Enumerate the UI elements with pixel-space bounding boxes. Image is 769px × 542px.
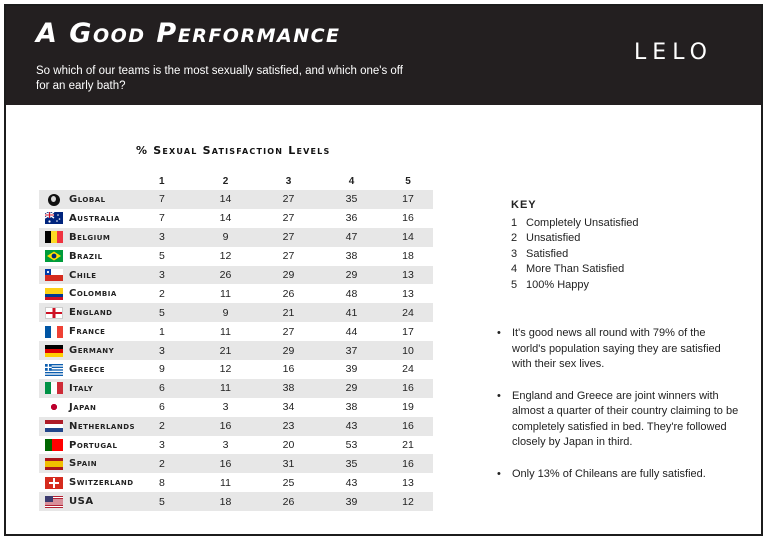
brand-logo: LELO (634, 40, 713, 65)
value-cell-3: 27 (257, 228, 320, 247)
value-cell-3: 21 (257, 303, 320, 322)
table-row (39, 360, 433, 379)
spain-flag-icon (45, 458, 63, 470)
value-cell-2: 16 (194, 454, 257, 473)
key-number: 2 (511, 232, 518, 244)
value-cell-5: 24 (383, 303, 433, 322)
table-row (39, 379, 433, 398)
value-cell-5: 10 (383, 341, 433, 360)
italy-flag-icon (45, 382, 63, 394)
value-cell-5: 21 (383, 436, 433, 455)
value-cell-3: 27 (257, 209, 320, 228)
table-header-row (39, 172, 433, 190)
value-cell-5: 17 (383, 190, 433, 209)
column-header-1: 1 (159, 175, 165, 187)
value-cell-2: 11 (194, 379, 257, 398)
flag-cell (39, 228, 69, 247)
value-cell-4: 38 (320, 247, 383, 266)
country-name: Italy (69, 379, 159, 398)
value-cell-4: 41 (320, 303, 383, 322)
value-cell-4: 29 (320, 266, 383, 285)
value-cell-4: 39 (320, 492, 383, 511)
chile-flag-icon (45, 269, 63, 281)
key-label: Completely Unsatisfied (526, 216, 639, 229)
value-cell-2: 3 (194, 398, 257, 417)
value-cell-3: 16 (257, 360, 320, 379)
table-row (39, 436, 433, 455)
table-row (39, 247, 433, 266)
value-cell-3: 26 (257, 492, 320, 511)
belgium-flag-icon (45, 231, 63, 243)
value-cell-1: 2 (159, 284, 194, 303)
value-cell-2: 14 (194, 209, 257, 228)
table-row (39, 398, 433, 417)
column-header-4: 4 (348, 175, 355, 187)
france-flag-icon (45, 326, 63, 338)
value-cell-5: 13 (383, 473, 433, 492)
value-cell-3: 20 (257, 436, 320, 455)
value-cell-3: 29 (257, 266, 320, 285)
table-row (39, 228, 433, 247)
value-cell-4: 53 (320, 436, 383, 455)
country-name: Greece (69, 360, 159, 379)
page-title: A Good Performance (36, 18, 341, 49)
value-cell-5: 16 (383, 379, 433, 398)
key-title: KEY (511, 199, 537, 211)
globe-flag-icon (48, 194, 60, 206)
value-cell-3: 25 (257, 473, 320, 492)
flag-cell (39, 303, 69, 322)
value-cell-2: 14 (194, 190, 257, 209)
value-cell-1: 3 (159, 266, 194, 285)
value-cell-3: 29 (257, 341, 320, 360)
flag-cell (39, 492, 69, 511)
table-row (39, 284, 433, 303)
country-name: Australia (69, 209, 159, 228)
flag-cell (39, 454, 69, 473)
flag-cell (39, 436, 69, 455)
value-cell-1: 6 (159, 379, 194, 398)
value-cell-1: 9 (159, 360, 194, 379)
value-cell-2: 21 (194, 341, 257, 360)
value-cell-2: 3 (194, 436, 257, 455)
value-cell-2: 18 (194, 492, 257, 511)
key-label: 100% Happy (526, 278, 589, 291)
table-row (39, 454, 433, 473)
table-title: % Sexual Satisfaction Levels (136, 144, 331, 157)
value-cell-5: 16 (383, 209, 433, 228)
value-cell-2: 9 (194, 228, 257, 247)
colombia-flag-icon (45, 288, 63, 300)
country-name: Chile (69, 266, 159, 285)
value-cell-3: 26 (257, 284, 320, 303)
value-cell-1: 7 (159, 209, 194, 228)
country-name: Brazil (69, 247, 159, 266)
table-row (39, 190, 433, 209)
table-row (39, 492, 433, 511)
infographic-frame (4, 4, 763, 536)
value-cell-1: 5 (159, 247, 194, 266)
value-cell-2: 16 (194, 417, 257, 436)
portugal-flag-icon (45, 439, 63, 451)
value-cell-1: 8 (159, 473, 194, 492)
value-cell-2: 11 (194, 473, 257, 492)
value-cell-3: 27 (257, 322, 320, 341)
table-row (39, 417, 433, 436)
value-cell-1: 6 (159, 398, 194, 417)
brazil-flag-icon (45, 250, 63, 262)
flag-cell (39, 341, 69, 360)
header-name-cell (69, 172, 159, 190)
value-cell-3: 34 (257, 398, 320, 417)
value-cell-3: 23 (257, 417, 320, 436)
column-header-2: 2 (222, 175, 229, 187)
switzerland-flag-icon (45, 477, 63, 489)
country-name: Netherlands (69, 417, 159, 436)
value-cell-3: 31 (257, 454, 320, 473)
value-cell-4: 48 (320, 284, 383, 303)
value-cell-4: 38 (320, 398, 383, 417)
key-item (511, 216, 639, 232)
header-flag-cell (39, 172, 69, 190)
flag-cell (39, 284, 69, 303)
value-cell-2: 26 (194, 266, 257, 285)
flag-cell (39, 322, 69, 341)
england-flag-icon (45, 307, 63, 319)
table-row (39, 303, 433, 322)
value-cell-3: 27 (257, 247, 320, 266)
value-cell-1: 1 (159, 322, 194, 341)
key-number: 1 (511, 216, 518, 229)
value-cell-1: 5 (159, 303, 194, 322)
note-item: • It's good news all round with 79% of the world's population saying they are satisfied with their sex lives. (495, 326, 740, 373)
value-cell-2: 12 (194, 247, 257, 266)
flag-cell (39, 190, 69, 209)
flag-cell (39, 209, 69, 228)
netherlands-flag-icon (45, 420, 63, 432)
flag-cell (39, 379, 69, 398)
table-row (39, 322, 433, 341)
country-name: Belgium (69, 228, 159, 247)
key-label: Unsatisfied (526, 232, 581, 244)
flag-cell (39, 266, 69, 285)
value-cell-5: 12 (383, 492, 433, 511)
country-name: Spain (69, 454, 159, 473)
value-cell-1: 2 (159, 417, 194, 436)
country-name: France (69, 322, 159, 341)
value-cell-5: 18 (383, 247, 433, 266)
country-name: England (69, 303, 159, 322)
value-cell-4: 43 (320, 473, 383, 492)
key-number: 4 (511, 263, 518, 275)
column-header-3: 3 (285, 175, 292, 187)
value-cell-5: 13 (383, 266, 433, 285)
value-cell-4: 35 (320, 190, 383, 209)
greece-flag-icon (45, 364, 63, 376)
japan-flag-icon (45, 401, 63, 413)
value-cell-2: 12 (194, 360, 257, 379)
key-label: Satisfied (526, 247, 569, 260)
table-row (39, 209, 433, 228)
column-header-5: 5 (405, 175, 411, 187)
country-name: Global (69, 190, 159, 209)
value-cell-1: 3 (159, 228, 194, 247)
value-cell-5: 16 (383, 454, 433, 473)
table-row (39, 473, 433, 492)
value-cell-3: 27 (257, 190, 320, 209)
country-name: Switzerland (69, 473, 159, 492)
country-name: Germany (69, 341, 159, 360)
value-cell-5: 16 (383, 417, 433, 436)
key-number: 3 (511, 247, 518, 260)
table-row (39, 266, 433, 285)
value-cell-2: 11 (194, 284, 257, 303)
value-cell-1: 3 (159, 341, 194, 360)
flag-cell (39, 417, 69, 436)
value-cell-4: 37 (320, 341, 383, 360)
country-name: Colombia (69, 284, 159, 303)
value-cell-1: 3 (159, 436, 194, 455)
value-cell-1: 2 (159, 454, 194, 473)
key-item (511, 278, 639, 294)
flag-cell (39, 360, 69, 379)
note-item: • England and Greece are joint winners with almost a quarter of their country claiming to be completely satisfied in bed. They're followed closely by Japan in third. (495, 389, 740, 451)
notes-list (495, 326, 740, 498)
value-cell-4: 47 (320, 228, 383, 247)
country-name: USA (69, 492, 159, 511)
value-cell-1: 5 (159, 492, 194, 511)
usa-flag-icon (45, 496, 63, 508)
value-cell-5: 17 (383, 322, 433, 341)
key-legend (511, 198, 639, 293)
header-banner (6, 6, 761, 105)
value-cell-5: 24 (383, 360, 433, 379)
value-cell-2: 11 (194, 322, 257, 341)
key-label: More Than Satisfied (526, 263, 625, 275)
value-cell-4: 29 (320, 379, 383, 398)
table-row (39, 341, 433, 360)
key-item (511, 231, 639, 247)
note-item: • Only 13% of Chileans are fully satisfied. (495, 467, 740, 483)
value-cell-5: 19 (383, 398, 433, 417)
country-name: Portugal (69, 436, 159, 455)
value-cell-3: 38 (257, 379, 320, 398)
value-cell-5: 13 (383, 284, 433, 303)
value-cell-2: 9 (194, 303, 257, 322)
flag-cell (39, 473, 69, 492)
germany-flag-icon (45, 345, 63, 357)
value-cell-1: 7 (159, 190, 194, 209)
satisfaction-table (39, 172, 433, 511)
flag-cell (39, 398, 69, 417)
value-cell-4: 43 (320, 417, 383, 436)
australia-flag-icon (45, 212, 63, 224)
value-cell-4: 44 (320, 322, 383, 341)
value-cell-4: 35 (320, 454, 383, 473)
value-cell-5: 14 (383, 228, 433, 247)
value-cell-4: 36 (320, 209, 383, 228)
country-name: Japan (69, 398, 159, 417)
key-item (511, 262, 639, 278)
value-cell-4: 39 (320, 360, 383, 379)
key-item (511, 247, 639, 263)
key-number: 5 (511, 278, 518, 291)
page-subtitle: So which of our teams is the most sexually satisfied, and which one's off for an early bath? (36, 65, 403, 92)
flag-cell (39, 247, 69, 266)
